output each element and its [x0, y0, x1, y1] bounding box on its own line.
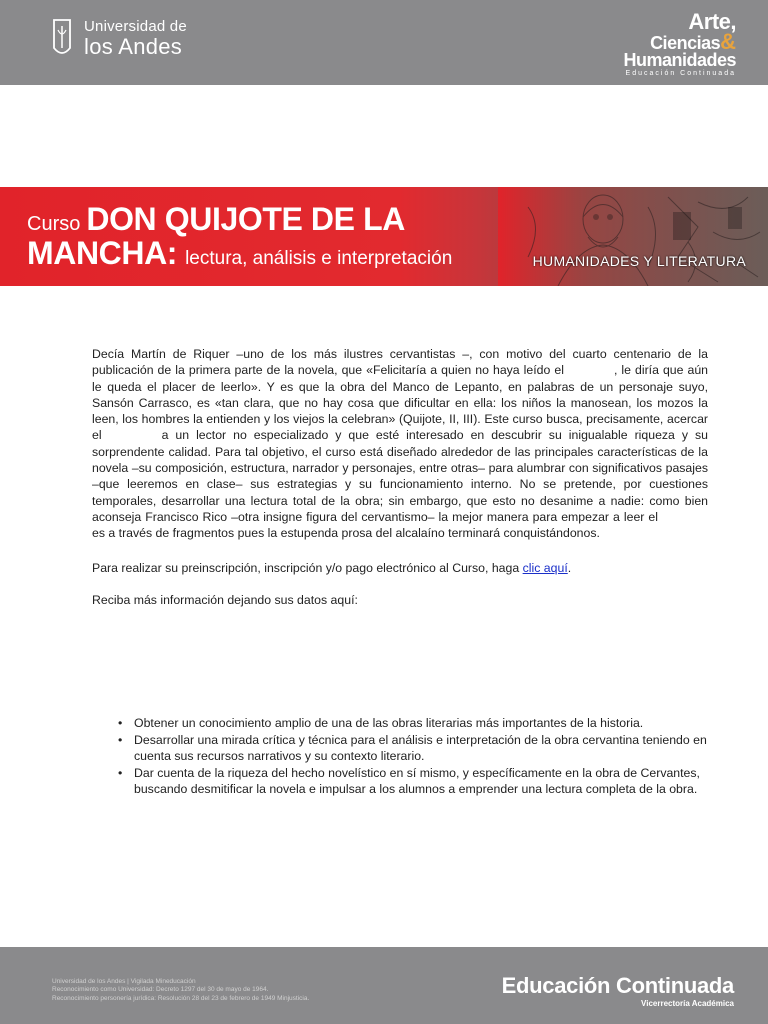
legal-line: Reconocimiento como Universidad: Decreto 1297 del 30 de mayo de 1964. — [52, 986, 269, 994]
course-label: Curso — [27, 213, 81, 235]
faculty-humanidades: Humanidades — [623, 50, 736, 71]
legal-line: Reconocimiento personería jurídica: Resolución 28 del 23 de febrero de 1949 Minjusticia. — [52, 994, 310, 1002]
page-footer — [0, 947, 768, 1024]
text-line: temporales, desarrollar una lectura total de la obra; sin embargo, que esto no desanime a nadie: como bien — [92, 493, 708, 508]
quijote-engraving-image — [498, 187, 768, 286]
university-name-line1: Universidad de — [84, 17, 187, 35]
registration-paragraph — [92, 560, 708, 576]
text-line: es a través de fragmentos pues la estupenda prosa del alcalaíno terminará conquistándonos. — [92, 526, 600, 541]
educacion-continuada-logo[interactable] — [502, 975, 734, 1008]
text-line: sorprendente calidad. Para tal objetivo, el curso está diseñado alrededor de las principales características de — [92, 444, 695, 459]
info-paragraph: Reciba más información dejando sus datos aquí: — [92, 592, 358, 607]
university-logo[interactable] — [52, 18, 187, 58]
course-title-line2: MANCHA: — [27, 235, 178, 271]
text-line: Decía Martín de Riquer –uno de los más ilustres cervantistas –, con motivo del cuarto centenario de la — [92, 347, 708, 361]
course-title-line1: DON QUIJOTE DE LA — [86, 201, 405, 237]
text-line: acercar el — [92, 412, 709, 443]
course-subtitle: lectura, análisis e interpretación — [185, 248, 453, 269]
list-item: • Obtener un conocimiento amplio de una de las obras literarias más importantes de la historia. — [118, 715, 714, 732]
category-tag: HUMANIDADES Y LITERATURA — [532, 253, 746, 269]
faculty-logo[interactable] — [623, 9, 736, 78]
course-description — [92, 346, 708, 608]
text-line: la novela –su composición, estructura, narrador y personajes, entre otras– para alumbrar con significativos — [92, 444, 708, 476]
registration-text: Para realizar su preinscripción, inscripción y/o pago electrónico al Curso, haga — [92, 560, 520, 575]
objectives-list — [118, 715, 714, 798]
faculty-arte: Arte, — [688, 9, 736, 34]
registration-period: . — [567, 560, 572, 575]
page-header — [0, 0, 768, 85]
list-item: • Dar cuenta de la riqueza del hecho novelístico en sí mismo, y específicamente en la obra de Cervantes, buscando desmitificar la novela e impulsar a los alumnos a emprender una lectura completa de la obra. — [118, 765, 714, 798]
list-item: • Desarrollar una mirada crítica y técnica para el análisis e interpretación de la obra cervantina teniendo en cuenta sus recursos narrativos y su contexto literario. — [118, 732, 714, 765]
faculty-subtitle: Educación Continuada — [625, 70, 736, 78]
text-line: le queda el placer de leerlo». Y es que la obra del Manco de Lepanto, en palabras de un personaje suyo, — [92, 379, 708, 394]
legal-line: Universidad de los Andes | Vigilada Mineducación — [52, 978, 196, 985]
course-title — [27, 203, 452, 269]
text-line: a un lector no especializado y que esté interesado en descubrir su inigualable riqueza y su — [161, 428, 709, 443]
legal-notice — [52, 978, 309, 1003]
faculty-ciencias: Ciencias — [650, 32, 721, 53]
faculty-ampersand: & — [720, 28, 736, 54]
intro-paragraph — [92, 346, 708, 542]
text-line: aconseja Francisco Rico –otra insigne figura del cervantismo– la mejor manera para empezar a leer el — [92, 509, 658, 524]
text-line: , le diría que aún — [613, 363, 709, 378]
text-line: pasajes –que leeremos en clase– sus estrategias y su funcionamiento interno. No se pretende, por cuestiones — [92, 461, 708, 492]
course-banner — [0, 187, 768, 286]
ec-subtitle: Vicerrectoría Académica — [641, 999, 734, 1008]
university-crest-icon — [52, 18, 72, 58]
text-line: publicación de la primera parte de la novela, que «Felicitaría a quien no haya leído el — [92, 363, 564, 378]
text-line: Sansón Carrasco, es «tan clara, que no hay cosa que dificultar en ella: los niños la manosean, los mozos la — [92, 395, 708, 410]
university-name-line2: los Andes — [84, 33, 183, 59]
ec-title: Educación Continuada — [501, 973, 734, 998]
text-line: leen, los hombres la entienden y los viejos la celebran» (Quijote, II, III). Este curso busca, precisamente, — [92, 412, 664, 427]
register-link[interactable]: clic aquí — [522, 560, 568, 575]
